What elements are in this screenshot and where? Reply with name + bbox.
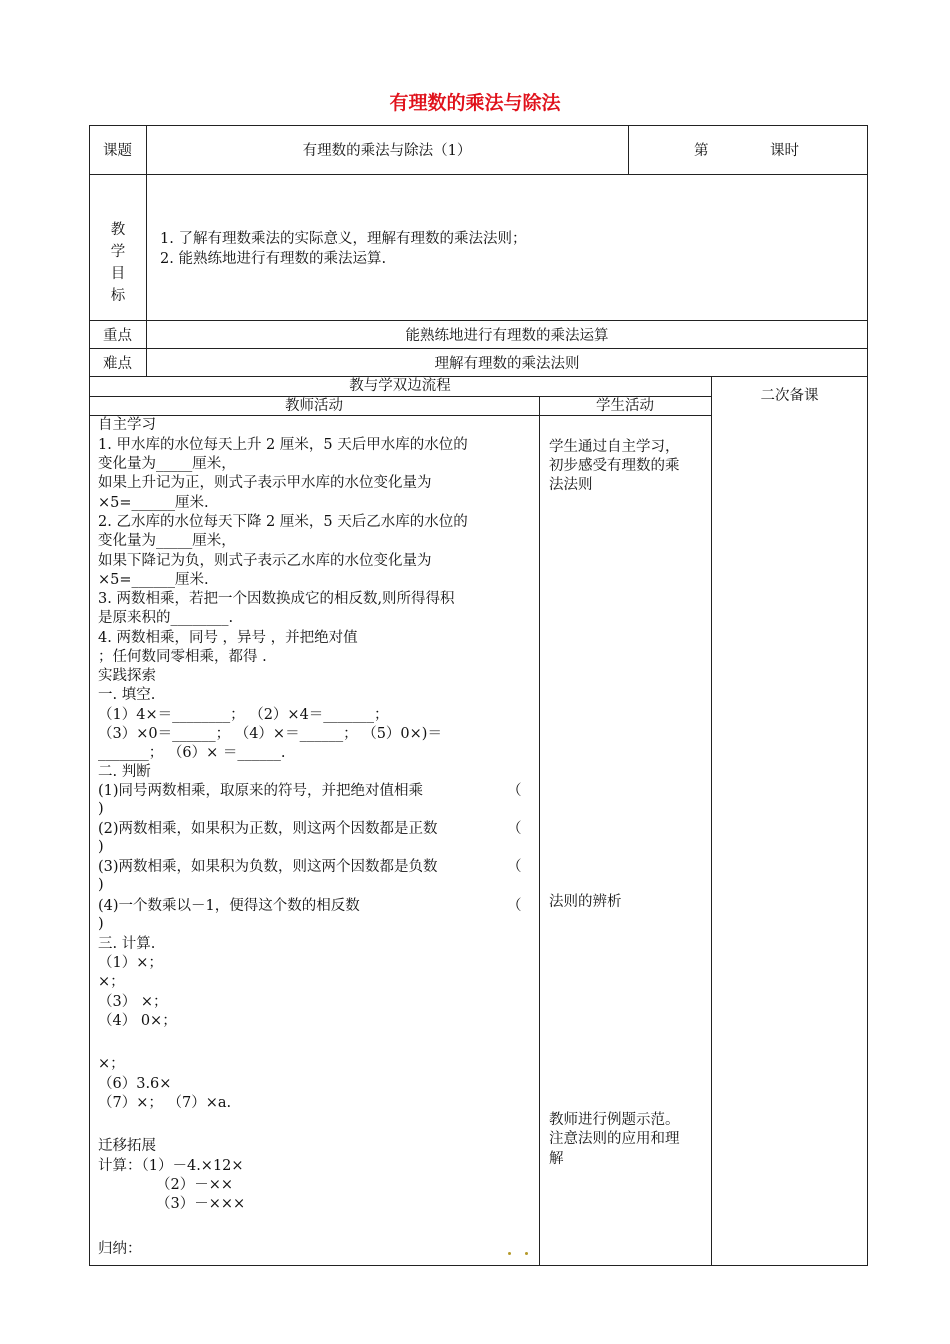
text-line: 计算：（1）－4.×12× xyxy=(98,1158,244,1174)
text-line: (3)两数相乘，如果积为负数，则这两个因数都是负数 xyxy=(98,859,438,875)
student-column-header: 学生活动 xyxy=(596,398,654,414)
text-line: (4)一个数乘以－1，便得这个数的相反数 xyxy=(98,898,360,914)
student-note-line: 初步感受有理数的乘 xyxy=(549,458,680,474)
text-line: 2. 乙水库的水位每天下降 2 厘米，5 天后乙水库的水位的 xyxy=(98,514,468,530)
text-line: 变化量为_____厘米， xyxy=(98,456,236,472)
topic-label: 课题 xyxy=(103,143,132,159)
text-line: （1）×； xyxy=(98,955,163,971)
text-line: ) xyxy=(98,916,104,932)
page-title: 有理数的乘法与除法 xyxy=(389,92,561,114)
topic-value: 有理数的乘法与除法（1） xyxy=(302,143,472,159)
difficulty-label: 难点 xyxy=(103,356,132,372)
text-line: (2)两数相乘，如果积为正数，则这两个因数都是正数 xyxy=(98,821,438,837)
text-line: （3）×0＝______； （4）×＝______； （5）0×)＝ xyxy=(98,726,442,742)
text-line: ) xyxy=(98,839,104,855)
text-line: 自主学习 xyxy=(98,417,156,433)
text-line: 如果下降记为负，则式子表示乙水库的水位变化量为 xyxy=(98,553,432,569)
text-line: 3. 两数相乘，若把一个因数换成它的相反数,则所得得积 xyxy=(98,591,455,607)
key-point-value: 能熟练地进行有理数的乘法运算 xyxy=(405,328,609,344)
period-prefix: 第 xyxy=(694,143,709,159)
goal-item-1: 1. 了解有理数乘法的实际意义，理解有理数的乘法法则； xyxy=(160,231,527,247)
text-line: ) xyxy=(98,877,104,893)
text-line: (1)同号两数相乘，取原来的符号，并把绝对值相乘 xyxy=(98,783,424,799)
key-point-label: 重点 xyxy=(103,328,132,344)
text-line: （7）×； （7）×a. xyxy=(98,1095,232,1111)
text-line: 实践探索 xyxy=(98,668,156,684)
text-line: 如果上升记为正，则式子表示甲水库的水位变化量为 xyxy=(98,475,432,491)
judge-paren: （ xyxy=(507,898,522,914)
text-line: _______； （6）× ＝______. xyxy=(98,745,286,761)
student-note-line: 注意法则的应用和理 xyxy=(549,1131,680,1147)
text-line: 迁移拓展 xyxy=(98,1138,156,1154)
student-note-line: 学生通过自主学习， xyxy=(549,439,680,455)
text-line: 二. 判断 xyxy=(98,764,151,780)
difficulty-value: 理解有理数的乘法法则 xyxy=(434,356,580,372)
text-line: （4） 0×； xyxy=(98,1013,177,1029)
second-prep-header: 二次备课 xyxy=(760,388,819,404)
goal-item-2: 2. 能熟练地进行有理数的乘法运算. xyxy=(160,251,387,267)
scan-speck xyxy=(525,1252,528,1255)
text-line: ×； xyxy=(98,1056,125,1072)
text-line: 一. 填空. xyxy=(98,687,156,703)
process-heading: 教与学双边流程 xyxy=(349,378,451,394)
text-line: ×5=______厘米. xyxy=(98,495,209,511)
scan-speck xyxy=(508,1252,511,1255)
text-line: 三. 计算. xyxy=(98,936,156,952)
text-line: （3） ×； xyxy=(98,994,168,1010)
student-note-line: 教师进行例题示范。 xyxy=(549,1112,680,1128)
student-note-line: 解 xyxy=(549,1151,564,1167)
judge-paren: （ xyxy=(507,859,522,875)
text-line: ) xyxy=(98,801,104,817)
text-line: ×； xyxy=(98,974,125,990)
text-line: ；任何数同零相乘，都得 . xyxy=(98,649,267,665)
text-line: 归纳： xyxy=(98,1241,142,1257)
text-line: 变化量为_____厘米， xyxy=(98,533,236,549)
student-note-line: 法法则 xyxy=(549,477,593,493)
text-line: （3）－××× xyxy=(156,1196,246,1212)
teacher-column-header: 教师活动 xyxy=(285,398,343,414)
text-line: 1. 甲水库的水位每天上升 2 厘米，5 天后甲水库的水位的 xyxy=(98,437,468,453)
judge-paren: （ xyxy=(507,821,522,837)
text-line: ×5=______厘米. xyxy=(98,572,209,588)
text-line: 是原来积的________. xyxy=(98,610,234,626)
text-line: （1）4×＝________； （2）×4＝_______； xyxy=(98,707,389,723)
student-note-line: 法则的辨析 xyxy=(549,894,622,910)
text-line: （6）3.6× xyxy=(98,1076,172,1092)
text-line: 4. 两数相乘，同号 ，异号 ，并把绝对值 xyxy=(98,630,358,646)
judge-paren: （ xyxy=(507,783,522,799)
period-suffix: 课时 xyxy=(770,143,799,159)
text-line: （2）－×× xyxy=(156,1177,234,1193)
